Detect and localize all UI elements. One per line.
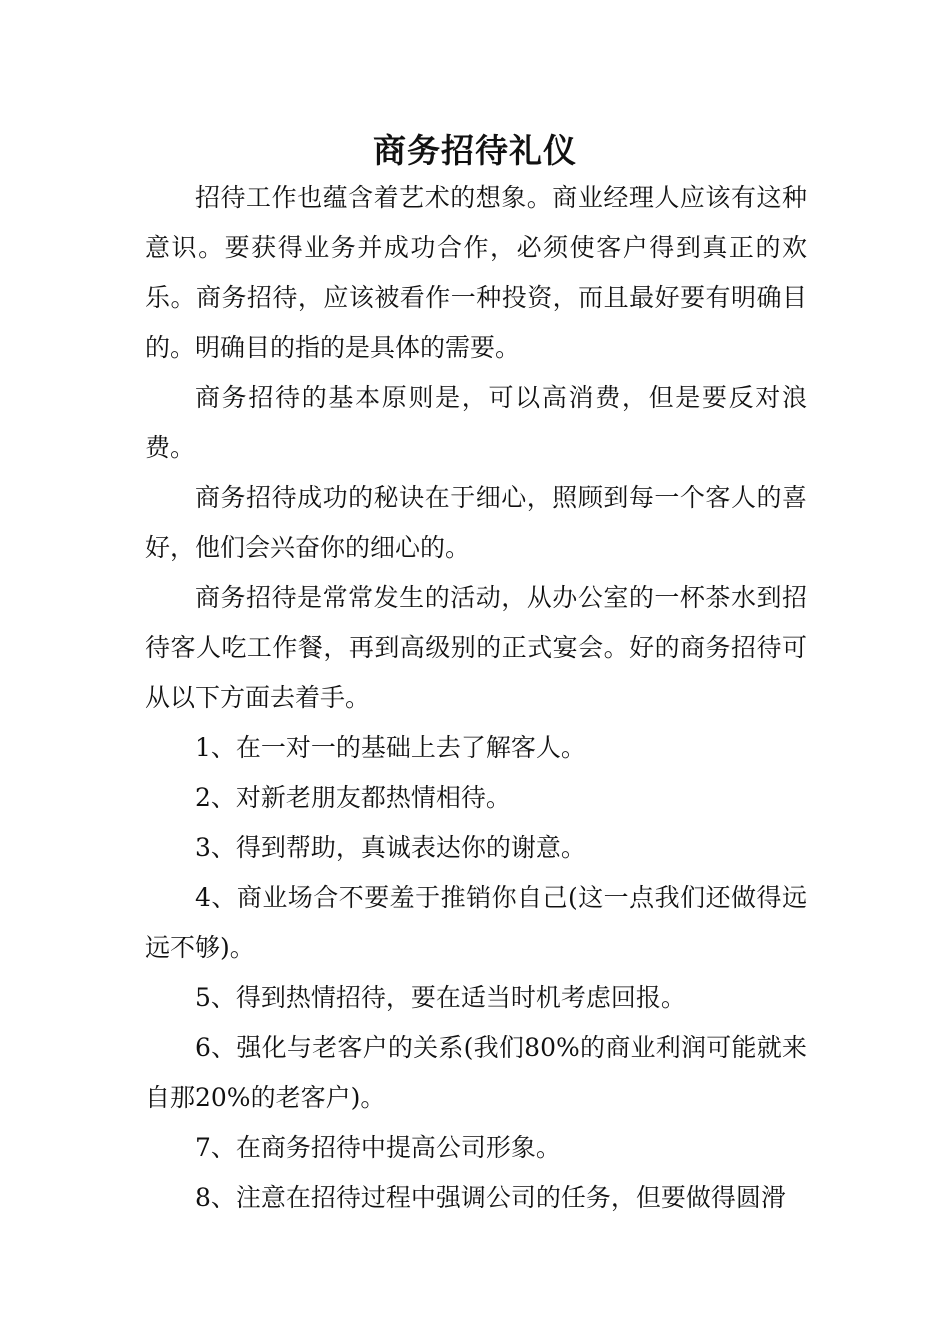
list-item-7: 7、在商务招待中提高公司形象。 bbox=[195, 1133, 561, 1162]
list-item-4: 4、商业场合不要羞于推销你自己(这一点我们还做得远远不够)。 bbox=[145, 883, 807, 962]
paragraph-secret: 商务招待成功的秘诀在于细心，照顾到每一个客人的喜好，他们会兴奋你的细心的。 bbox=[145, 483, 807, 562]
list-item-1: 1、在一对一的基础上去了解客人。 bbox=[195, 733, 586, 762]
list-item-3: 3、得到帮助，真诚表达你的谢意。 bbox=[195, 833, 586, 862]
paragraph-activities: 商务招待是常常发生的活动，从办公室的一杯茶水到招待客人吃工作餐，再到高级别的正式宴会。好的商务招待可从以下方面去着手。 bbox=[145, 583, 807, 712]
paragraph-intro: 招待工作也蕴含着艺术的想象。商业经理人应该有这种意识。要获得业务并成功合作，必须使客户得到真正的欢乐。商务招待，应该被看作一种投资，而且最好要有明确目的。明确目的指的是具体的需要。 bbox=[145, 183, 807, 362]
list-item-8: 8、注意在招待过程中强调公司的任务，但要做得圆滑 bbox=[195, 1183, 786, 1212]
paragraph-principle: 商务招待的基本原则是，可以高消费，但是要反对浪费。 bbox=[145, 383, 807, 462]
document-title: 商务招待礼仪 bbox=[373, 131, 577, 170]
list-item-5: 5、得到热情招待，要在适当时机考虑回报。 bbox=[195, 983, 686, 1012]
document-body bbox=[145, 173, 807, 1223]
list-item-2: 2、对新老朋友都热情相待。 bbox=[195, 783, 511, 812]
list-item-6: 6、强化与老客户的关系(我们80%的商业利润可能就来自那20%的老客户)。 bbox=[145, 1033, 807, 1112]
